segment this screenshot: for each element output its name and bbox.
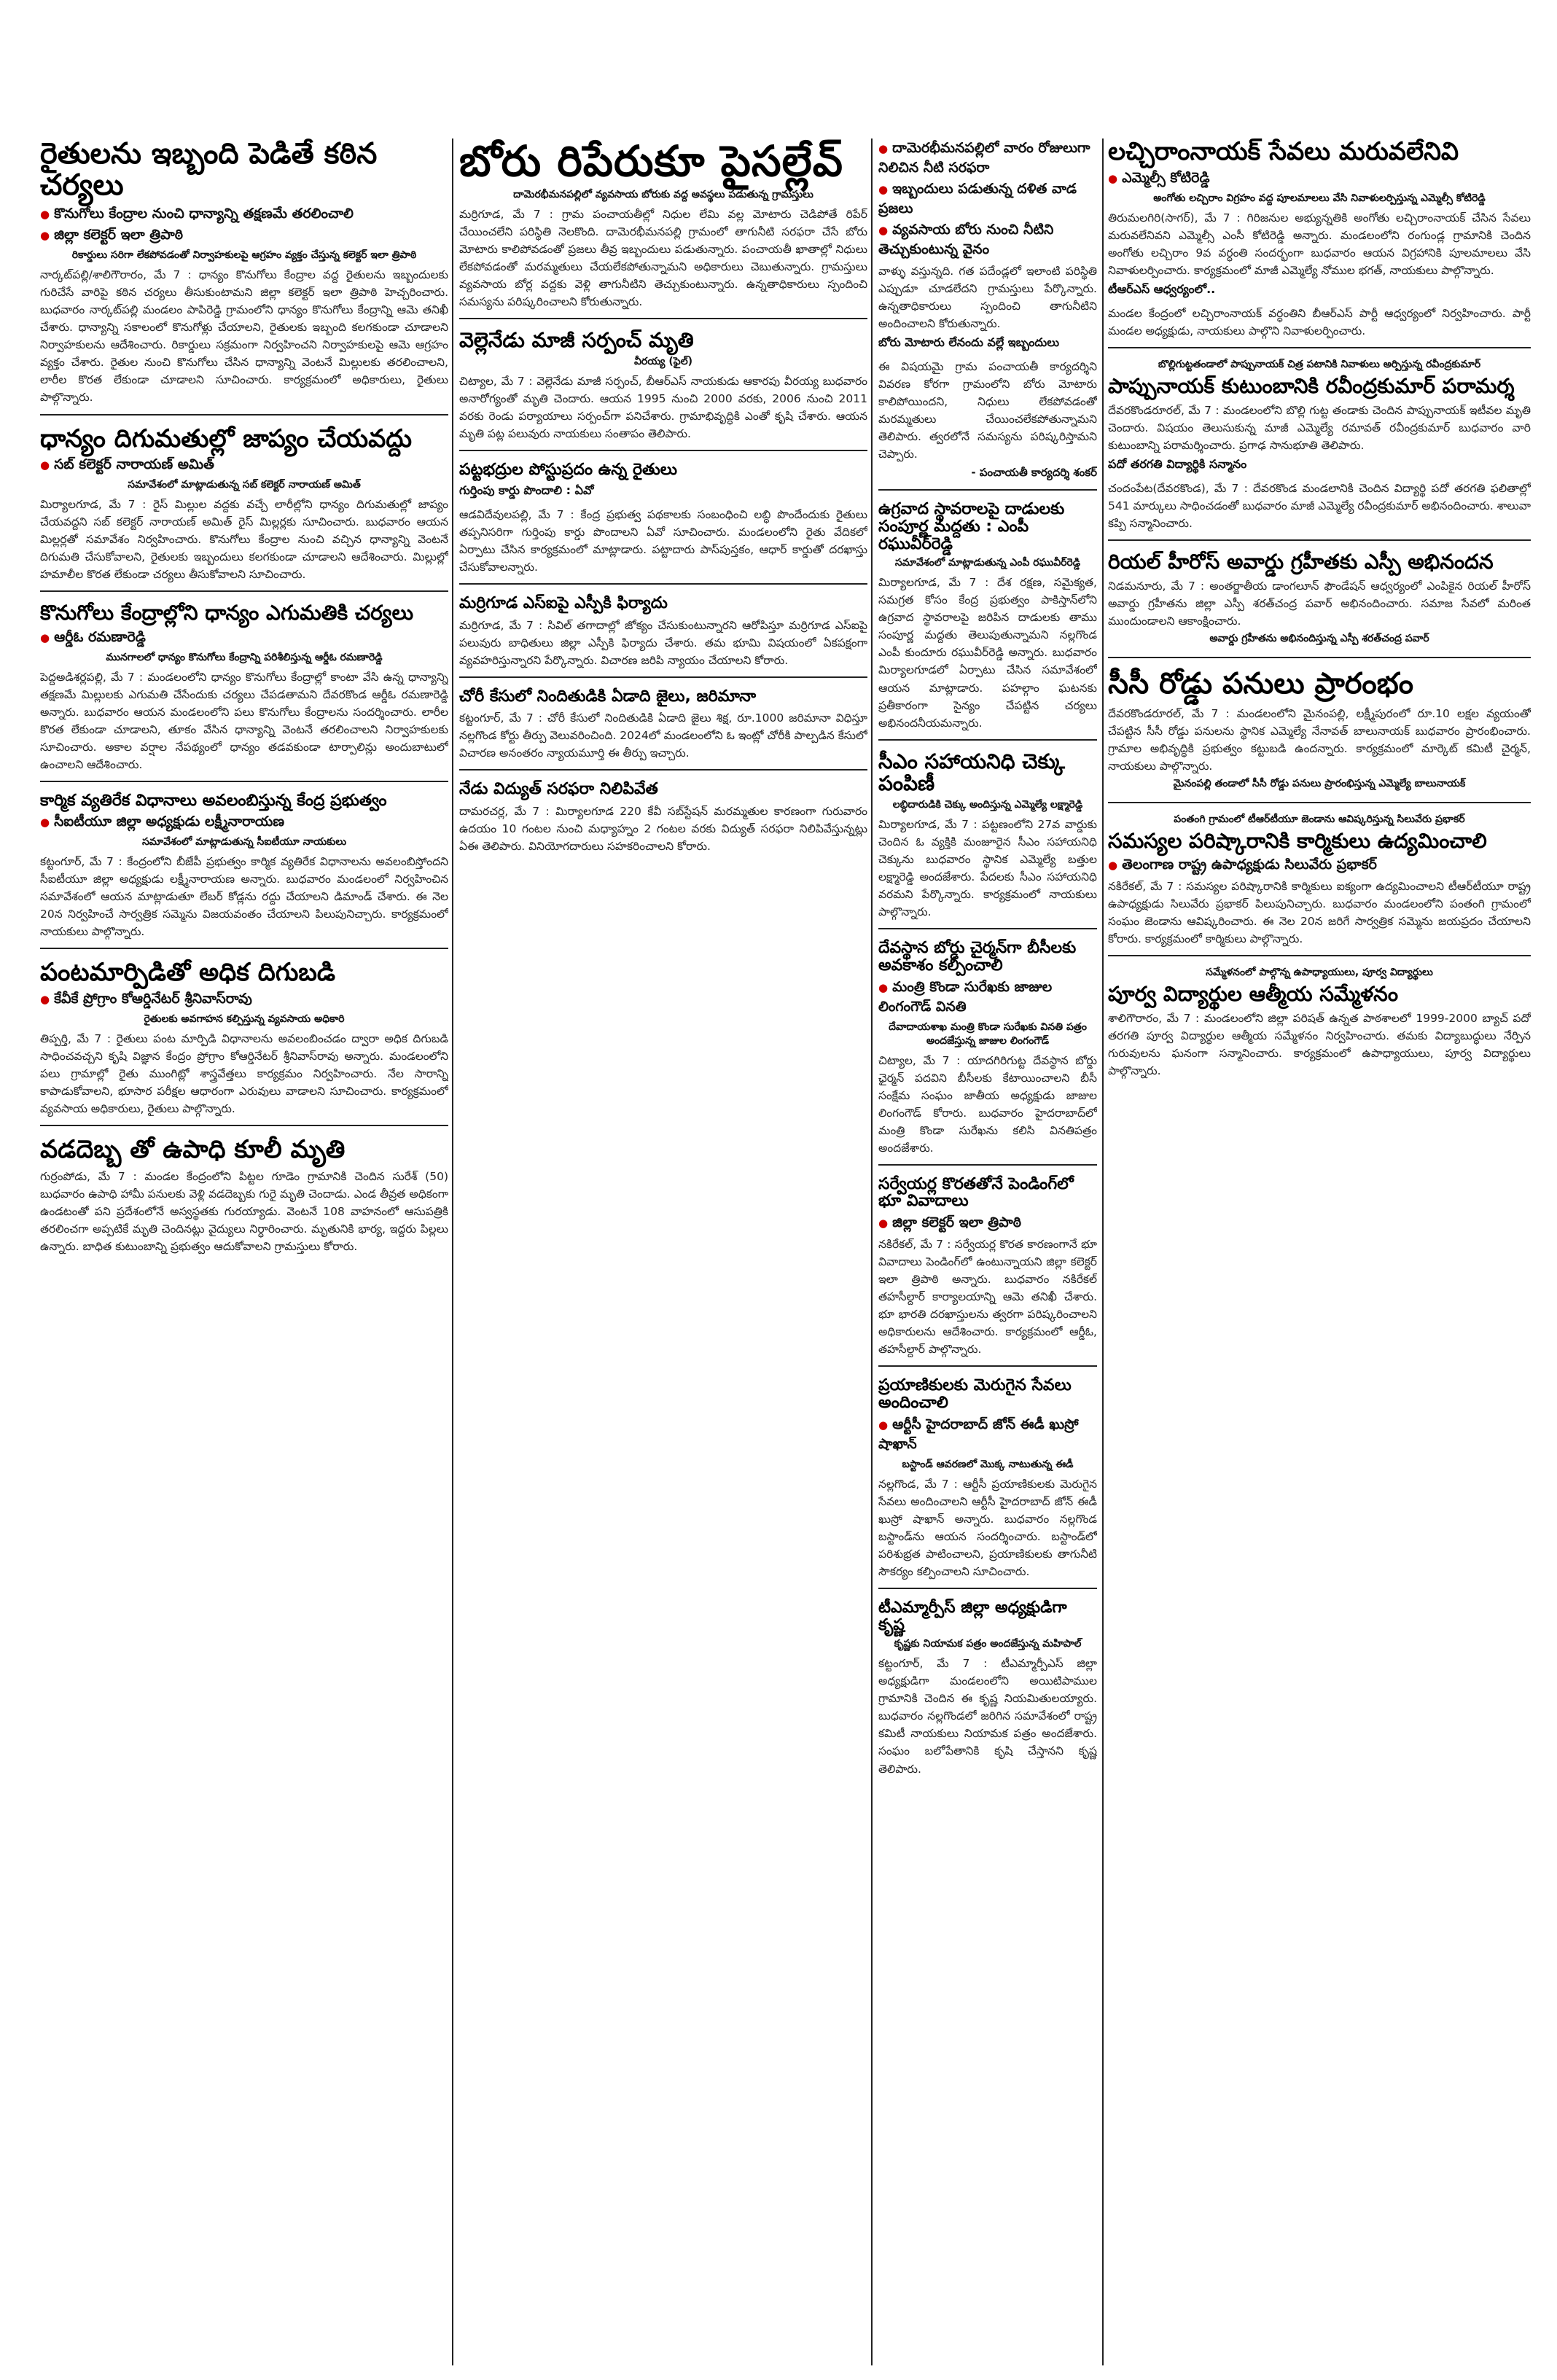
headline: నేడు విద్యుత్ సరఫరా నిలిపివేత	[459, 780, 658, 799]
subhead-bullet: ● కొనుగోలు కేంద్రాల నుంచి ధాన్యాన్ని తక్షణమే తరలించాలి	[40, 206, 448, 225]
article-body: చిట్యాల, మే 7 : యాదగిరిగుట్ట దేవస్థాన బోర్డు ఛైర్మన్ పదవిని బీసీలకు కేటాయించాలని బీసీ సంక్షేమ సంఘం జాతీయ అధ్యక్షుడు జాజుల లింగంగౌడ్ కోరారు. బుధవారం హైదరాబాద్‌లో మంత్రి కొండా సురేఖను కలిసి వినతిపత్రం అందజేశారు.	[878, 1053, 1097, 1155]
headline: పట్టభద్రుల పోస్టుప్రదం ఉన్న రైతులు	[459, 461, 677, 480]
headline: రైతులను ఇబ్బంది పెడితే కఠిన చర్యలు	[40, 138, 378, 203]
photo-caption: వీరయ్య (ఫైల్)	[633, 355, 693, 367]
headline: మర్రిగూడ ఎస్ఐపై ఎస్పీకి ఫిర్యాదు	[459, 593, 668, 612]
headline: లచ్చిరాంనాయక్ సేవలు మరువలేనివి	[1108, 138, 1459, 166]
story-citu	[40, 792, 448, 950]
headline: పూర్వ విద్యార్థుల ఆత్మీయ సమ్మేళనం	[1108, 981, 1399, 1006]
photo-caption: సమావేశంలో మాట్లాడుతున్న సబ్ కలెక్టర్ నారాయణ్ అమిత్	[128, 479, 361, 491]
article-body: నల్లగొండ, మే 7 : ఆర్టీసీ ప్రయాణికులకు మెరుగైన సేవలు అందించాలని ఆర్టీసీ హైదరాబాద్ జోన్ ఈడీ ఖుస్రో షాఖాన్ అన్నారు. బుధవారం నల్లగొండ బస్టాండ్‌ను ఆయన సందర్శించారు. బస్టాండ్‌లో పరిశుభ్రత పాటించాలని, ప్రయాణికులకు తాగునీటి సౌకర్యం కల్పించాలని సూచించారు.	[878, 1477, 1097, 1578]
headline: కొనుగోలు కేంద్రాల్లోని ధాన్యం ఎగుమతికి చర్యలు	[40, 601, 414, 625]
photo-caption: సమావేశంలో మాట్లాడుతున్న ఎంపీ రఘువీర్‌రెడ్డి	[894, 557, 1081, 569]
column-rule	[452, 138, 453, 2365]
headline: చోరీ కేసులో నిందితుడికి ఏడాది జైలు, జరిమానా	[459, 687, 757, 706]
article-body: మండల కేంద్రంలో లచ్చిరాంనాయక్ వర్ధంతిని బీఆర్ఎస్ పార్టీ ఆధ్వర్యంలో నిర్వహించారు. పార్టీ మండల అధ్యక్షుడు, నాయకులు పాల్గొని నివాళులర్పించారు.	[1108, 306, 1531, 338]
subhead-bullet: ● ఇబ్బందులు పడుతున్న దళిత వాడ ప్రజలు	[878, 181, 1097, 220]
article-body: మర్రిగూడ, మే 7 : సివిల్ తగాదాల్లో జోక్యం చేసుకుంటున్నారని ఆరోపిస్తూ మర్రిగూడ ఎస్ఐపై పలువురు బాధితులు జిల్లా ఎస్పీకి ఫిర్యాదు చేశారు. తమ భూమి విషయంలో ఏకపక్షంగా వ్యవహరిస్తున్నారని పేర్కొన్నారు. విచారణ జరిపి న్యాయం చేయాలని కోరారు.	[459, 618, 867, 667]
story-grain-unloading	[40, 426, 448, 593]
article-body: దేవరకొండరూరల్, మే 7 : మండలంలోని మైనంపల్లి, లక్ష్మీపురంలో రూ.10 లక్షల వ్యయంతో చేపట్టిన సీసీ రోడ్డు పనులను స్థానిక ఎమ్మెల్యే నేనావత్ బాలునాయక్ బుధవారం ప్రారంభించారు. గ్రామాల అభివృద్ధికి ప్రభుత్వం కట్టుబడి ఉందన్నారు. కార్యక్రమంలో మార్కెట్ కమిటీ చైర్మన్, నాయకులు పాల్గొన్నారు.	[1108, 706, 1531, 773]
article-body: శాలిగౌరారం, మే 7 : మండలంలోని జిల్లా పరిషత్ ఉన్నత పాఠశాలలో 1999-2000 బ్యాచ్ పదో తరగతి పూర్వ విద్యార్థుల ఆత్మీయ సమ్మేళనం నిర్వహించారు. తమకు విద్యాబుద్ధులు నేర్పిన గురువులను ఘనంగా సన్మానించారు. కార్యక్రమంలో ఉపాధ్యాయులు, పూర్వ విద్యార్థులు పాల్గొన్నారు.	[1108, 1012, 1531, 1078]
story-id-card	[459, 461, 867, 585]
story-rtc	[878, 1377, 1097, 1589]
subheadline: టీఆర్ఎస్ ఆధ్వర్యంలో..	[1108, 281, 1216, 296]
story-cm-relief	[878, 751, 1097, 930]
article-body: చందంపేట(దేవరకొండ), మే 7 : దేవరకొండ మండలానికి చెందిన విద్యార్థి పదో తరగతి ఫలితాల్లో 541 మార్కులు సాధించడంతో బుధవారం మాజీ ఎమ్మెల్యే రవీంద్రకుమార్ అభినందించారు. శాలువా కప్పి సన్మానించారు.	[1108, 482, 1531, 531]
article-body: దేవరకొండరూరల్, మే 7 : మండలంలోని బొల్లి గుట్ట తండాకు చెందిన పాప్పునాయక్ ఇటీవల మృతి చెందారు. విషయం తెలుసుకున్న మాజీ ఎమ్మెల్యే రమావత్ రవీంద్రకుమార్ బుధవారం వారి కుటుంబాన్ని పరామర్శించారు. ప్రగాఢ సానుభూతి తెలిపారు.	[1108, 404, 1531, 453]
article-body: దామరచర్ల, మే 7 : మిర్యాలగూడ 220 కేవీ సబ్‌స్టేషన్ మరమ్మతుల కారణంగా గురువారం ఉదయం 10 గంటల నుంచి మధ్యాహ్నం 2 గంటల వరకు విద్యుత్ సరఫరా నిలిపివేస్తున్నట్లు ఏఈ తెలిపారు. వినియోగదారులు సహకరించాలని కోరారు.	[459, 805, 867, 854]
story-mp-support	[878, 501, 1097, 740]
article-body: నార్కట్‌పల్లి/శాలిగౌరారం, మే 7 : ధాన్యం కొనుగోలు కేంద్రాల వద్ద రైతులను ఇబ్బందులకు గురిచేసే వారిపై కఠిన చర్యలు తీసుకుంటామని జిల్లా కలెక్టర్ ఇలా త్రిపాఠి హెచ్చరించారు. బుధవారం నార్కట్‌పల్లి మండలం పాపిరెడ్డి గ్రామంలోని ధాన్యం కొనుగోలు కేంద్రాన్ని ఆమె తనిఖీ చేశారు. ధాన్యాన్ని సకాలంలో కొనుగోళ్లు చేయాలని, రైతులకు ఇబ్బంది కలగకుండా చూడాలని నిర్వాహకులను ఆదేశించారు. రికార్డులు సక్రమంగా నిర్వహించని నిర్వాహకులపై ఆమె ఆగ్రహం వ్యక్తం చేశారు. రైతుల నుంచి కొనుగోలు చేసిన ధాన్యాన్ని వెంటనే మిల్లులకు తరలించాలని, లారీల కొరత లేకుండా చూడాలని సూచించారు. కార్యక్రమంలో అధికారులు, రైతులు పాల్గొన్నారు.	[40, 268, 448, 405]
article-body: నిడమనూరు, మే 7 : అంతర్జాతీయ డాంగలూన్ ఫౌండేషన్ ఆధ్వర్యంలో ఎంపికైన రియల్ హీరోస్ అవార్డు గ్రహీతను జిల్లా ఎస్పీ శరత్‌చంద్ర పవార్ అభినందించారు. సమాజ సేవలో మరింత ముందుండాలని ఆకాంక్షించారు.	[1108, 580, 1531, 628]
story-surveyors	[878, 1176, 1097, 1367]
photo-caption: రికార్డులు సరిగా లేకపోవడంతో నిర్వాహకులపై ఆగ్రహం వ్యక్తం చేస్తున్న కలెక్టర్ ఇలా త్రిపాఠి	[71, 249, 417, 262]
article-body: వాళ్ళు వస్తున్నది. గత పదేండ్లలో ఇలాంటి పరిస్థితి ఎప్పుడూ చూడలేదని గ్రామస్తులు పేర్కొన్నారు. ఉన్నతాధికారులు స్పందించి తాగునీటిని అందించాలని కోరుతున్నారు.	[878, 265, 1097, 331]
subhead-bullet: ● తెలంగాణ రాష్ట్ర ఉపాధ్యక్షుడు సిలువేరు ప్రభాకర్	[1108, 857, 1531, 876]
photo-caption: మునగాలలో ధాన్యం కొనుగోలు కేంద్రాన్ని పరిశీలిస్తున్న ఆర్డీఓ రమణారెడ్డి	[106, 651, 383, 663]
headline: సర్వేయర్ల కొరతతోనే పెండింగ్‌లో భూ వివాదాలు	[878, 1174, 1074, 1211]
article-body: మర్రిగూడ, మే 7 : గ్రామ పంచాయతీల్లో నిధుల లేమి వల్ల మోటారు చెడిపోతే రిపేర్ చేయించలేని పరిస్థితి నెలకొంది. దామెరభీమనపల్లి గ్రామంలో తాగునీటి సరఫరా చేసే బోరు మోటారు కాలిపోవడంతో ప్రజలు తీవ్ర ఇబ్బందులు పడుతున్నారు. పంచాయతీ ఖాతాల్లో నిధులు లేకపోవడంతో మరమ్మతులు చేయలేకపోతున్నామని అధికారులు చెబుతున్నారు. గ్రామస్తులు వ్యవసాయ బోర్ల వద్దకు వెళ్లి తాగునీటిని తెచ్చుకుంటున్నారు. ఉన్నతాధికారులు స్పందించి సమస్యను పరిష్కరించాలని కోరుతున్నారు.	[459, 207, 867, 308]
article-body: పెద్దఅడిశర్లపల్లి, మే 7 : మండలంలోని ధాన్యం కొనుగోలు కేంద్రాల్లో కాంటా వేసి ఉన్న ధాన్యాన్ని తక్షణమే మిల్లులకు ఎగుమతి చేసేందుకు చర్యలు చేపడతామని దేవరకొండ ఆర్డీఓ రమణారెడ్డి అన్నారు. బుధవారం ఆయన మండలంలోని పలు కొనుగోలు కేంద్రాలను సందర్శించారు. లారీల కొరత లేకుండా చూడాలని, తూకం వేసిన ధాన్యాన్ని వెంటనే తరలించాలని నిర్వాహకులకు సూచించారు. అకాల వర్షాల నేపథ్యంలో ధాన్యం తడవకుండా టార్పాలిన్లు అందుబాటులో ఉంచాలని ఆదేశించారు.	[40, 670, 448, 771]
article-body: మిర్యాలగూడ, మే 7 : రైస్ మిల్లుల వద్దకు వచ్చే లారీల్లోని ధాన్యం దిగుమతుల్లో జాప్యం చేయవద్దని సబ్ కలెక్టర్ నారాయణ్ అమిత్ రైస్ మిల్లర్లకు సూచించారు. బుధవారం ఆయన మిల్లర్లతో సమావేశం నిర్వహించారు. కొనుగోలు కేంద్రాల నుంచి వచ్చిన ధాన్యాన్ని వెంటనే దిగుమతి చేసుకోవాలని, రైతులకు ఇబ్బందులు కలగకుండా చూడాలని ఆదేశించారు. మిల్లుల్లో హమాలీల కొరత లేకుండా చర్యలు తీసుకోవాలని సూచించారు.	[40, 498, 448, 582]
photo-caption: పంతంగి గ్రామంలో టీఆర్‌టీయూ జెండాను ఆవిష్కరిస్తున్న సిలువేరు ప్రభాకర్	[1174, 813, 1465, 825]
headline: దేవస్థాన బోర్డు చైర్మన్‌గా బీసీలకు అవకాశం కల్పించాలి	[878, 939, 1077, 975]
story-cc-road	[1108, 668, 1531, 803]
headline: బోరు రిపేరుకూ పైసల్లేవ్	[459, 138, 843, 186]
story-tmrps	[878, 1599, 1097, 1785]
quote-signature: - పంచాయతీ కార్యదర్శి శంకర్	[971, 466, 1097, 480]
subhead-bullet: ● వ్యవసాయ బోరు నుంచి నీటిని తెచ్చుకుంటున్న వైనం	[878, 222, 1097, 261]
headline: ఉగ్రవాద స్థావరాలపై దాడులకు సంపూర్ణ మద్దతు : ఎంపీ రఘువీర్‌రెడ్డి	[878, 500, 1065, 553]
subhead-bullet: ● మంత్రి కొండా సురేఖకు జాజుల లింగంగౌడ్ వినతి	[878, 979, 1097, 1018]
article-body: కట్టంగూర్, మే 7 : టీఎమ్మార్పీఎస్ జిల్లా అధ్యక్షుడిగా మండలంలోని అయిటిపాముల గ్రామానికి చెందిన ఈ కృష్ణ నియమితులయ్యారు. బుధవారం నల్లగొండలో జరిగిన సమావేశంలో రాష్ట్ర కమిటీ నాయకులు నియామక పత్రం అందజేశారు. సంఘం బలోపేతానికి కృషి చేస్తానని కృష్ణ తెలిపారు.	[878, 1657, 1097, 1776]
article-body: ఈ విషయమై గ్రామ పంచాయతీ కార్యదర్శిని వివరణ కోరగా గ్రామంలోని బోరు మోటారు కాలిపోయిందని, నిధులు లేకపోవడంతో మరమ్మతులు చేయించలేకపోతున్నామని తెలిపారు. త్వరలోనే సమస్యను పరిష్కరిస్తామని చెప్పారు.	[878, 360, 1097, 461]
headline: ధాన్యం దిగుమతుల్లో జాప్యం చేయవద్దు	[40, 424, 413, 453]
story-alumni	[1108, 967, 1531, 1087]
subheadline: పదో తరగతి విద్యార్థికి సన్మానం	[1108, 457, 1247, 472]
article-body: చిట్యాల, మే 7 : వెల్లెనేడు మాజీ సర్పంచ్, బీఆర్ఎస్ నాయకుడు ఆకారపు వీరయ్య బుధవారం అనారోగ్యంతో మృతి చెందారు. ఆయన 1995 నుంచి 2000 వరకు, 2006 నుంచి 2011 వరకు రెండు పర్యాయాలు సర్పంచ్‌గా పనిచేశారు. గ్రామాభివృద్ధికి ఎంతో కృషి చేశారు. ఆయన మృతి పట్ల పలువురు నాయకులు సంతాపం తెలిపారు.	[459, 374, 867, 440]
story-crop-rotation	[40, 959, 448, 1126]
article-body: నకిరేకల్, మే 7 : సమస్యల పరిష్కారానికి కార్మికులు ఐక్యంగా ఉద్యమించాలని టీఆర్‌టీయూ రాష్ట్ర ఉపాధ్యక్షుడు సిలువేరు ప్రభాకర్ పిలుపునిచ్చారు. బుధవారం మండలంలోని పంతంగి గ్రామంలో సంఘం జెండాను ఆవిష్కరించారు. ఈ నెల 20న జరిగే సార్వత్రిక సమ్మెను జయప్రదం చేయాలని కోరారు. కార్యక్రమంలో కార్మికులు పాల్గొన్నారు.	[1108, 879, 1531, 945]
subhead-bullet: ● ఎమ్మెల్సీ కోటిరెడ్డి	[1108, 170, 1531, 190]
subheadline: బోరు మోటారు లేనందు వల్లే ఇబ్బందులు	[878, 335, 1060, 350]
subhead-bullet: ● సీఐటీయూ జిల్లా అధ్యక్షుడు లక్ష్మీనారాయణ	[40, 814, 448, 833]
column-1	[40, 138, 448, 2365]
subhead-bullet: ● జిల్లా కలెక్టర్ ఇలా త్రిపాఠి	[878, 1214, 1097, 1234]
story-water-supply	[878, 140, 1097, 491]
headline: వడదెబ్బ తో ఉపాధి కూలీ మృతి	[40, 1135, 346, 1165]
subhead-bullet: ● జిల్లా కలెక్టర్ ఇలా త్రిపాఠి	[40, 227, 448, 246]
story-grain-export	[40, 602, 448, 781]
story-ex-sarpanch	[459, 329, 867, 451]
article-body: కట్టంగూర్, మే 7 : చోరీ కేసులో నిందితుడికి ఏడాది జైలు శిక్ష, రూ.1000 జరిమానా విధిస్తూ నల్లగొండ కోర్టు తీర్పు వెలువరించింది. 2024లో మండలంలోని ఓ ఇంట్లో చోరీకి పాల్పడిన కేసులో విచారణ అనంతరం న్యాయమూర్తి ఈ తీర్పు ఇచ్చారు.	[459, 711, 867, 760]
article-body: ఆడవిదేవులపల్లి, మే 7 : కేంద్ర ప్రభుత్వ పథకాలకు సంబంధించి లబ్ధి పొందేందుకు రైతులు తప్పనిసరిగా గుర్తింపు కార్డు పొందాలని ఏవో సూచించారు. మండలంలోని రైతు వేదికలో ఏర్పాటు చేసిన కార్యక్రమంలో మాట్లాడారు. పట్టాదారు పాస్‌పుస్తకం, ఆధార్ కార్డుతో దరఖాస్తు చేసుకోవాలన్నారు.	[459, 507, 867, 574]
photo-caption: బొల్లిగుట్టతండాలో పాప్పునాయక్ చిత్ర పటానికి నివాళులు అర్పిస్తున్న రవీంద్రకుమార్	[1158, 358, 1481, 370]
column-4	[1108, 138, 1531, 2365]
photo-caption: రైతులకు అవగాహన కల్పిస్తున్న వ్యవసాయ అధికారి	[144, 1013, 345, 1026]
article-body: కట్టంగూర్, మే 7 : కేంద్రంలోని బీజేపీ ప్రభుత్వం కార్మిక వ్యతిరేక విధానాలను అవలంబిస్తోందని సీఐటీయూ జిల్లా అధ్యక్షుడు లక్ష్మీనారాయణ అన్నారు. బుధవారం మండలంలో నిర్వహించిన సమావేశంలో ఆయన మాట్లాడుతూ లేబర్ కోడ్లను రద్దు చేయాలని డిమాండ్ చేశారు. ఈ నెల 20న నిర్వహించే సార్వత్రిక సమ్మెను విజయవంతం చేయాలని పిలుపునిచ్చారు. కార్యక్రమంలో నాయకులు పాల్గొన్నారు.	[40, 855, 448, 939]
story-pappunayak	[1108, 359, 1531, 541]
subhead-bullet: ● దామెరభీమనపల్లిలో వారం రోజులుగా నిలిచిన నీటి సరఫరా	[878, 140, 1097, 179]
article-body: మిర్యాలగూడ, మే 7 : దేశ రక్షణ, సమైక్యత, సమగ్రత కోసం కేంద్ర ప్రభుత్వం పాకిస్తాన్‌లోని ఉగ్రవాద స్థావరాలపై జరిపిన దాడులకు తాము సంపూర్ణ మద్దతు తెలుపుతున్నామని నల్లగొండ ఎంపీ కుందూరు రఘువీర్‌రెడ్డి అన్నారు. బుధవారం మిర్యాలగూడలో ఏర్పాటు చేసిన సమావేశంలో ఆయన మాట్లాడారు. పహల్గాం ఘటనకు ప్రతీకారంగా సైన్యం చేపట్టిన చర్యలు అభినందనీయమన్నారు.	[878, 576, 1097, 730]
article-body: తిప్పర్తి, మే 7 : రైతులు పంట మార్పిడి విధానాలను అవలంబించడం ద్వారా అధిక దిగుబడి సాధించవచ్చని కృషి విజ్ఞాన కేంద్రం ప్రోగ్రాం కోఆర్డినేటర్ శ్రీనివాస్‌రావు అన్నారు. మండలంలోని పలు గ్రామాల్లో రైతు ముంగిట్లో శాస్త్రవేత్తలు కార్యక్రమం నిర్వహించారు. నేల సారాన్ని కాపాడుకోవాలని, భూసార పరీక్షల ఆధారంగా ఎరువులు వాడాలని సూచించారు. కార్యక్రమంలో వ్యవసాయ అధికారులు, రైతులు పాల్గొన్నారు.	[40, 1032, 448, 1116]
headline: సీఎం సహాయనిధి చెక్కు పంపిణీ	[878, 749, 1065, 795]
photo-caption: సమావేశంలో మాట్లాడుతున్న సీఐటీయూ నాయకులు	[141, 836, 347, 848]
photo-caption: అంగోతు లచ్చిరాం విగ్రహం వద్ద పూలమాలలు వేసి నివాళులర్పిస్తున్న ఎమ్మెల్సీ కోటిరెడ్డి	[1153, 192, 1486, 204]
story-lachiram	[1108, 138, 1531, 348]
story-heatstroke	[40, 1136, 448, 1263]
article-body: గుర్రంపోడు, మే 7 : మండల కేంద్రంలోని పిట్టల గూడెం గ్రామానికి చెందిన సురేశ్ (50) బుధవారం ఉపాధి హామీ పనులకు వెళ్లి వడదెబ్బకు గురై మృతి చెందాడు. ఎండ తీవ్రత అధికంగా ఉండటంతో పని ప్రదేశంలోనే అస్వస్థతకు గురయ్యాడు. వెంటనే 108 వాహనంలో ఆసుపత్రికి తరలించగా అప్పటికే మృతి చెందినట్లు వైద్యులు నిర్ధారించారు. మృతునికి భార్య, ఇద్దరు పిల్లలు ఉన్నారు. బాధిత కుటుంబాన్ని ప్రభుత్వం ఆదుకోవాలని గ్రామస్తులు కోరారు.	[40, 1169, 448, 1254]
photo-caption: లబ్ధిదారుడికి చెక్కు అందిస్తున్న ఎమ్మెల్యే లక్ష్మారెడ్డి	[892, 799, 1083, 811]
photo-caption: మైనంపల్లి తండాలో సీసీ రోడ్డు పనులు ప్రారంభిస్తున్న ఎమ్మెల్యే బాలునాయక్	[1173, 777, 1466, 789]
subhead-bullet: ● ఆర్డీఓ రమణారెడ్డి	[40, 629, 448, 649]
story-si-complaint	[459, 595, 867, 678]
article-body: నకిరేకల్, మే 7 : సర్వేయర్ల కొరత కారణంగానే భూ వివాదాలు పెండింగ్‌లో ఉంటున్నాయని జిల్లా కలెక్టర్ ఇలా త్రిపాఠి అన్నారు. బుధవారం నకిరేకల్ తహసీల్దార్ కార్యాలయాన్ని ఆమె తనిఖీ చేశారు. భూ భారతి దరఖాస్తులను త్వరగా పరిష్కరించాలని అధికారులను ఆదేశించారు. కార్యక్రమంలో ఆర్డీఓ, తహసీల్దార్ పాల్గొన్నారు.	[878, 1238, 1097, 1357]
headline: రియల్ హీరోస్ అవార్డు గ్రహీతకు ఎస్పీ అభినందన	[1108, 550, 1494, 574]
story-temple-board	[878, 940, 1097, 1166]
subheadline: గుర్తింపు కార్డు పొందాలి : ఏవో	[459, 483, 594, 497]
photo-caption: దేవాదాయశాఖ మంత్రి కొండా సురేఖకు వినతి పత్రం అందజేస్తున్న జాజుల లింగంగౌడ్	[889, 1021, 1087, 1047]
story-farmers-warning	[40, 138, 448, 415]
headline: పాప్పునాయక్ కుటుంబానికి రవీంద్రకుమార్ పరామర్శ	[1108, 373, 1515, 398]
subhead-bullet: ● ఆర్టీసీ హైదరాబాద్ జోన్ ఈడీ ఖుస్రో షాఖాన్	[878, 1416, 1097, 1456]
photo-caption: సమ్మేళనంలో పాల్గొన్న ఉపాధ్యాయులు, పూర్వ విద్యార్థులు	[1206, 966, 1433, 978]
story-bore-repair	[459, 138, 867, 319]
column-rule	[1102, 138, 1104, 2365]
photo-caption: కృష్ణకు నియామక పత్రం అందజేస్తున్న మహిపాల్	[894, 1638, 1082, 1650]
story-real-heroes	[1108, 551, 1531, 658]
headline: వెల్లెనేడు మాజీ సర్పంచ్ మృతి	[459, 327, 694, 352]
column-3	[878, 138, 1097, 2365]
headline: టీఎమ్మార్పీస్ జిల్లా అధ్యక్షుడిగా కృష్ణ	[878, 1598, 1067, 1634]
story-theft-case	[459, 688, 867, 771]
photo-caption: బస్టాండ్ ఆవరణలో మొక్క నాటుతున్న ఈడీ	[902, 1458, 1074, 1470]
headline: సీసీ రోడ్డు పనులు ప్రారంభం	[1108, 667, 1413, 701]
photo-caption: దామెరభీమనపల్లిలో వ్యవసాయ బోరుకు వద్ద అవస్థలు పడుతున్న గ్రామస్తులు	[513, 188, 813, 200]
subhead-bullet: ● సబ్ కలెక్టర్ నారాయణ్ అమిత్	[40, 456, 448, 476]
article-body: మిర్యాలగూడ, మే 7 : పట్టణంలోని 27వ వార్డుకు చెందిన ఓ వ్యక్తికి మంజూరైన సీఎం సహాయనిధి చెక్కును బుధవారం స్థానిక ఎమ్మెల్యే బత్తుల లక్ష్మారెడ్డి అందజేశారు. పేదలకు సీఎం సహాయనిధి వరమని పేర్కొన్నారు. కార్యక్రమంలో నాయకులు పాల్గొన్నారు.	[878, 818, 1097, 919]
subhead-bullet: ● కేవీకే ప్రోగ్రాం కోఆర్డినేటర్ శ్రీనివాస్‌రావు	[40, 991, 448, 1010]
column-rule	[871, 138, 873, 2365]
story-workers	[1108, 814, 1531, 956]
headline: ప్రయాణికులకు మెరుగైన సేవలు అందించాలి	[878, 1376, 1072, 1413]
story-power-cut	[459, 781, 867, 862]
headline: సమస్యల పరిష్కారానికి కార్మికులు ఉద్యమించాలి	[1108, 828, 1487, 853]
column-2	[459, 138, 867, 2365]
headline: పంటమార్పిడితో అధిక దిగుబడి	[40, 958, 336, 988]
article-body: తిరుమలగిరి(సాగర్), మే 7 : గిరిజనుల అభ్యున్నతికి అంగోతు లచ్చిరాంనాయక్ చేసిన సేవలు మరువలేనివని ఎమ్మెల్సీ ఎంసీ కోటిరెడ్డి అన్నారు. మండలంలోని రంగుండ్ల గ్రామానికి చెందిన అంగోతు లచ్చిరాం 9వ వర్ధంతి సందర్భంగా బుధవారం ఆయన విగ్రహానికి పూలమాలలు వేసి నివాళులర్పించారు. కార్యక్రమంలో మాజీ ఎమ్మెల్యే నోముల భగత్, నాయకులు పాల్గొన్నారు.	[1108, 211, 1531, 277]
headline: కార్మిక వ్యతిరేక విధానాలు అవలంబిస్తున్న కేంద్ర ప్రభుత్వం	[40, 791, 387, 810]
photo-caption: అవార్డు గ్రహీతను అభినందిస్తున్న ఎస్పీ శరత్‌చంద్ర పవార్	[1209, 633, 1429, 645]
